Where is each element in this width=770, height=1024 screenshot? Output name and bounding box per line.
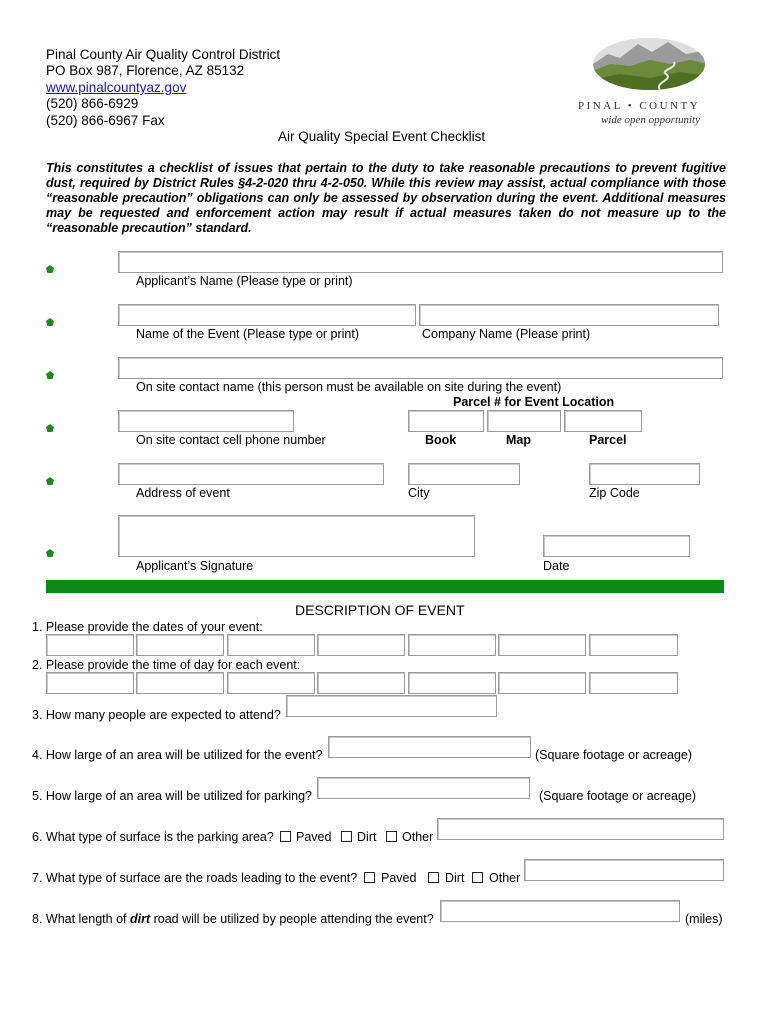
onsite-contact-label: On site contact name (this person must be available on site during the event) xyxy=(136,380,562,394)
cell-phone-field[interactable] xyxy=(118,410,294,432)
intro-paragraph: This constitutes a checklist of issues that pertain to the duty to take reasonable precautions to prevent fugitive dust, required by District Rules §4-2-020 thru 4-2-050. While this review may assist, actual compliance with those “reasonable precaution” obligations can only be assessed by observation during the event. Additional measures may be requested and enforcement action may result if actual measures taken do not measure up to the “reasonable precaution” standard. xyxy=(46,161,726,235)
event-time-field[interactable] xyxy=(227,672,315,694)
q4-unit: (Square footage or acreage) xyxy=(535,748,693,762)
map-label: Map xyxy=(506,433,531,447)
event-name-label: Name of the Event (Please type or print) xyxy=(136,327,360,341)
applicant-name-label: Applicant’s Name (Please type or print) xyxy=(136,274,353,288)
document-title: Air Quality Special Event Checklist xyxy=(278,129,486,144)
bullet-icon xyxy=(46,318,54,326)
event-date-field[interactable] xyxy=(227,634,315,656)
parking-dirt-label: Dirt xyxy=(357,830,377,844)
event-time-field[interactable] xyxy=(498,672,586,694)
address-label: Address of event xyxy=(136,486,230,500)
roads-other-label: Other xyxy=(489,871,521,885)
section-divider xyxy=(46,580,724,593)
event-time-field[interactable] xyxy=(46,672,134,694)
q5-unit: (Square footage or acreage) xyxy=(539,789,697,803)
dirt-road-length-field[interactable] xyxy=(440,900,680,922)
event-time-field[interactable] xyxy=(408,672,496,694)
org-address: PO Box 987, Florence, AZ 85132 xyxy=(46,63,245,78)
q8-unit: (miles) xyxy=(685,912,723,926)
date-field[interactable] xyxy=(543,535,690,557)
bullet-icon xyxy=(46,549,54,557)
q1-label: 1. Please provide the dates of your event: xyxy=(32,620,263,634)
company-name-field[interactable] xyxy=(419,304,719,326)
event-date-field[interactable] xyxy=(317,634,405,656)
org-name: Pinal County Air Quality Control District xyxy=(46,47,281,62)
event-date-field[interactable] xyxy=(589,634,678,656)
roads-dirt-label: Dirt xyxy=(445,871,465,885)
map-field[interactable] xyxy=(487,410,561,432)
signature-label: Applicant’s Signature xyxy=(136,559,254,573)
roads-paved-label: Paved xyxy=(381,871,417,885)
roads-other-field[interactable] xyxy=(524,859,724,881)
book-field[interactable] xyxy=(408,410,484,432)
parking-area-field[interactable] xyxy=(317,777,530,799)
event-date-field[interactable] xyxy=(46,634,134,656)
roads-paved-checkbox[interactable] xyxy=(364,872,375,883)
parking-paved-checkbox[interactable] xyxy=(280,831,291,842)
q4-label: 4. How large of an area will be utilized for the event? xyxy=(32,748,323,762)
logo-tagline: wide open opportunity xyxy=(601,114,700,126)
q8-label-start: 8. What length of xyxy=(32,912,130,926)
event-time-field[interactable] xyxy=(317,672,405,694)
pinal-county-logo xyxy=(590,36,708,96)
q2-label: 2. Please provide the time of day for each event: xyxy=(32,658,301,672)
bullet-icon xyxy=(46,265,54,273)
company-name-label: Company Name (Please print) xyxy=(422,327,591,341)
q7-label: 7. What type of surface are the roads leading to the event? xyxy=(32,871,358,885)
event-date-field[interactable] xyxy=(408,634,496,656)
onsite-contact-field[interactable] xyxy=(118,357,723,379)
parcel-label: Parcel xyxy=(589,433,627,447)
q5-label: 5. How large of an area will be utilized for parking? xyxy=(32,789,313,803)
q8-label-emphasis: dirt xyxy=(129,912,151,926)
cell-phone-label: On site contact cell phone number xyxy=(136,433,326,447)
fax-number: (520) 866-6967 Fax xyxy=(46,113,165,128)
zip-code-label: Zip Code xyxy=(589,486,640,500)
parcel-field[interactable] xyxy=(564,410,642,432)
roads-other-checkbox[interactable] xyxy=(472,872,483,883)
zip-code-field[interactable] xyxy=(589,463,700,485)
event-area-field[interactable] xyxy=(328,736,531,758)
date-label: Date xyxy=(543,559,570,573)
applicant-name-field[interactable] xyxy=(118,251,723,273)
q6-label: 6. What type of surface is the parking area? xyxy=(32,830,274,844)
attendance-field[interactable] xyxy=(286,695,497,717)
description-heading: DESCRIPTION OF EVENT xyxy=(295,602,465,618)
parking-other-field[interactable] xyxy=(437,818,724,840)
parking-other-checkbox[interactable] xyxy=(386,831,397,842)
event-name-field[interactable] xyxy=(118,304,416,326)
parking-dirt-checkbox[interactable] xyxy=(341,831,352,842)
phone-number: (520) 866-6929 xyxy=(46,96,139,111)
q8-label-end: road will be utilized by people attending the event? xyxy=(150,912,434,926)
bullet-icon xyxy=(46,477,54,485)
landscape-logo-icon xyxy=(590,36,708,96)
parcel-heading: Parcel # for Event Location xyxy=(453,395,615,409)
parking-paved-label: Paved xyxy=(296,830,332,844)
event-time-field[interactable] xyxy=(589,672,678,694)
city-field[interactable] xyxy=(408,463,520,485)
logo-wordmark: PINAL • COUNTY xyxy=(578,100,701,112)
roads-dirt-checkbox[interactable] xyxy=(428,872,439,883)
website-link[interactable]: www.pinalcountyaz.gov xyxy=(46,80,187,95)
q8-label xyxy=(32,912,434,927)
address-field[interactable] xyxy=(118,463,384,485)
signature-field[interactable] xyxy=(118,515,475,557)
q3-label: 3. How many people are expected to attend? xyxy=(32,708,281,722)
event-date-field[interactable] xyxy=(136,634,224,656)
event-date-field[interactable] xyxy=(498,634,586,656)
parking-other-label: Other xyxy=(402,830,434,844)
book-label: Book xyxy=(425,433,457,447)
city-label: City xyxy=(408,486,430,500)
bullet-icon xyxy=(46,371,54,379)
bullet-icon xyxy=(46,424,54,432)
event-time-field[interactable] xyxy=(136,672,224,694)
